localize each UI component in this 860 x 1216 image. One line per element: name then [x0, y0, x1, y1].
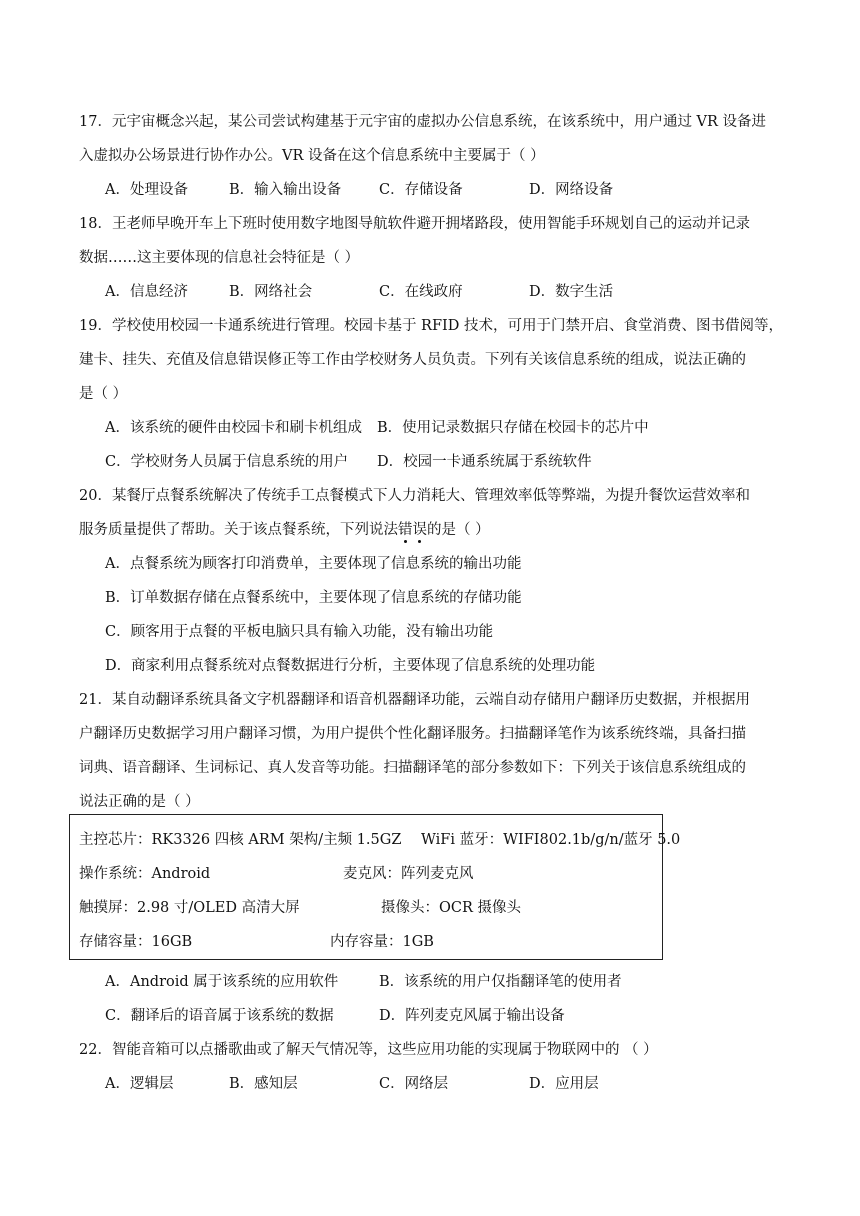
q22-option-d: D．应用层	[529, 1076, 599, 1092]
q19-option-d: D．校园一卡通系统属于系统软件	[377, 454, 592, 470]
q20-option-d: D．商家利用点餐系统对点餐数据进行分析，主要体现了信息系统的处理功能	[105, 658, 596, 674]
q22-option-b: B．感知层	[229, 1076, 298, 1092]
q20-stem-line-2	[79, 520, 490, 540]
q21-option-c: C．翻译后的语音属于该系统的数据	[105, 1008, 334, 1024]
q21-option-a: A．Android 属于该系统的应用软件	[105, 974, 339, 990]
q20-stem-text: 的是（ ）	[427, 522, 490, 538]
q21-stem-line-2: 户翻译历史数据学习用户翻译习惯，为用户提供个性化翻译服务。扫描翻译笔作为该系统终端，具备扫描	[79, 726, 746, 742]
spec-os: 操作系统：Android	[79, 866, 211, 882]
q17-option-d: D．网络设备	[529, 182, 614, 198]
q18-stem-line-2: 数据……这主要体现的信息社会特征是（ ）	[79, 250, 360, 266]
spec-storage: 存储容量：16GB	[79, 934, 193, 950]
q22-stem-line-1: 22．智能音箱可以点播歌曲或了解天气情况等，这些应用功能的实现属于物联网中的 （ ）	[79, 1042, 658, 1058]
spec-wifi: WiFi 蓝牙：WIFI802.1b/g/n/蓝牙 5.0	[421, 832, 681, 848]
spec-camera: 摄像头：OCR 摄像头	[381, 900, 522, 916]
emphasis-char: 误	[412, 522, 427, 538]
q19-option-b: B．使用记录数据只存储在校园卡的芯片中	[377, 420, 649, 436]
q18-stem-line-1: 18．王老师早晚开车上下班时使用数字地图导航软件避开拥堵路段，使用智能手环规划自己的运动并记录	[79, 216, 750, 232]
q21-option-b: B．该系统的用户仅指翻译笔的使用者	[379, 974, 622, 990]
spec-chip: 主控芯片：RK3326 四核 ARM 架构/主频 1.5GZ	[79, 832, 402, 848]
q21-option-d: D．阵列麦克风属于输出设备	[379, 1008, 565, 1024]
q17-option-c: C．存储设备	[379, 182, 463, 198]
q17-stem-line-2: 入虚拟办公场景进行协作办公。VR 设备在这个信息系统中主要属于（ ）	[79, 148, 545, 164]
q18-option-d: D．数字生活	[529, 284, 614, 300]
q18-option-c: C．在线政府	[379, 284, 463, 300]
q21-stem-line-3: 词典、语音翻译、生词标记、真人发音等功能。扫描翻译笔的部分参数如下：下列关于该信息系统组成的	[79, 760, 746, 776]
q19-stem-line-1: 19．学校使用校园一卡通系统进行管理。校园卡基于 RFID 技术，可用于门禁开启、食堂消费、图书借阅等，	[79, 318, 783, 334]
q20-option-c: C．顾客用于点餐的平板电脑只具有输入功能，没有输出功能	[105, 624, 494, 640]
q20-option-b: B．订单数据存储在点餐系统中，主要体现了信息系统的存储功能	[105, 590, 522, 606]
spec-screen: 触摸屏：2.98 寸/OLED 高清大屏	[79, 900, 300, 916]
q19-stem-line-2: 建卡、挂失、充值及信息错误修正等工作由学校财务人员负责。下列有关该信息系统的组成，说法正确的	[79, 352, 746, 368]
q17-option-a: A．处理设备	[105, 182, 188, 198]
q22-option-a: A．逻辑层	[105, 1076, 174, 1092]
spec-mic: 麦克风：阵列麦克风	[343, 866, 474, 882]
q19-stem-line-3: 是（ ）	[79, 386, 128, 402]
q20-option-a: A．点餐系统为顾客打印消费单，主要体现了信息系统的输出功能	[105, 556, 522, 572]
q19-option-c: C．学校财务人员属于信息系统的用户	[105, 454, 349, 470]
q20-stem-line-1: 20．某餐厅点餐系统解决了传统手工点餐模式下人力消耗大、管理效率低等弊端，为提升餐饮运营效率和	[79, 488, 750, 504]
q21-stem-line-4: 说法正确的是（ ）	[79, 794, 200, 810]
spec-memory: 内存容量：1GB	[330, 934, 434, 950]
q19-option-a: A．该系统的硬件由校园卡和刷卡机组成	[105, 420, 362, 436]
emphasis-char: 错	[398, 522, 413, 538]
q21-stem-line-1: 21．某自动翻译系统具备文字机器翻译和语音机器翻译功能，云端自动存储用户翻译历史数据，并根据用	[79, 692, 750, 708]
q20-stem-text: 服务质量提供了帮助。关于该点餐系统，下列说法	[79, 522, 398, 538]
q22-option-c: C．网络层	[379, 1076, 449, 1092]
q18-option-b: B．网络社会	[229, 284, 313, 300]
q17-stem-line-1: 17．元宇宙概念兴起，某公司尝试构建基于元宇宙的虚拟办公信息系统，在该系统中，用户通过 VR 设备进	[79, 114, 767, 130]
q17-option-b: B．输入输出设备	[229, 182, 342, 198]
q18-option-a: A．信息经济	[105, 284, 188, 300]
